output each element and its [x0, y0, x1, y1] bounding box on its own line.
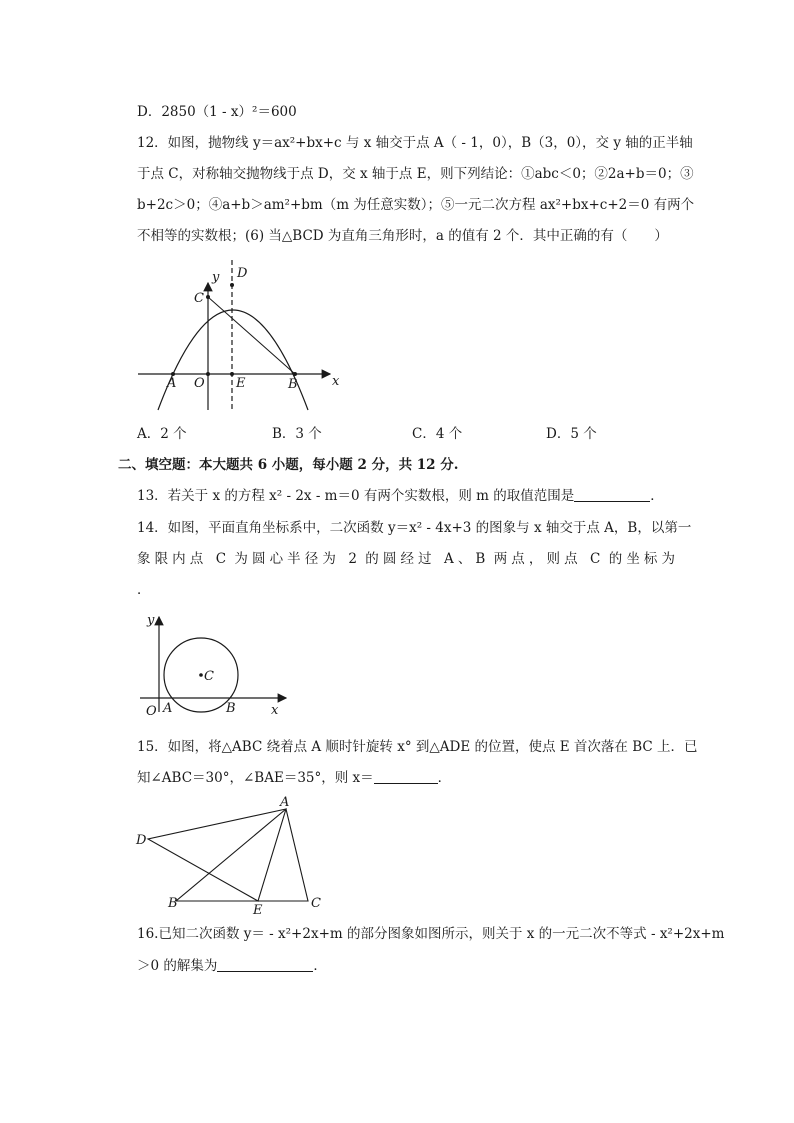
- q12-label-e: E: [236, 376, 246, 391]
- q15-label-d: D: [136, 833, 147, 848]
- q12-label-b: B: [288, 377, 298, 392]
- q16-line-2: [137, 956, 327, 976]
- q14-label-y: y: [147, 613, 155, 628]
- q12-label-a: A: [167, 376, 177, 391]
- q12-line-3: b+2c＞0；④a+b＞am²+bm（m 为任意实数）；⑤一元二次方程 ax²+bx+c+2＝0 有两个: [137, 197, 695, 213]
- q13-end: ．: [650, 488, 664, 504]
- q12-label-d: D: [237, 266, 248, 281]
- section-heading: 二、填空题：本大题共 6 小题，每小题 2 分，共 12 分.: [118, 457, 459, 473]
- q12-line-2: 于点 C，对称轴交抛物线于点 D，交 x 轴于点 E，则下列结论：①abc＜0；②2a+b＝0；③: [137, 166, 694, 182]
- q13-line: [137, 486, 664, 506]
- q12-point-o: [206, 372, 210, 376]
- q14-label-x: x: [271, 703, 279, 718]
- q14-line-3: ．: [137, 582, 151, 598]
- q15-triangle-ade: [148, 809, 286, 901]
- q14-label-c: C: [204, 669, 214, 684]
- q15-triangle-abc: [176, 809, 308, 901]
- q12-point-d: [230, 283, 234, 287]
- q15-label-e: E: [253, 903, 263, 918]
- q12-point-b: [293, 372, 297, 376]
- q15-answer-blank: [374, 769, 438, 784]
- q11-option-d: D．2850（1 - x）²＝600: [137, 104, 297, 120]
- q16-answer-blank: [217, 957, 313, 972]
- q12-label-x: x: [332, 374, 340, 389]
- q14-line-2: 象限内点 C 为圆心半径为 2 的圆经过 A、B 两点，则点 C 的坐标为: [137, 551, 675, 567]
- q12-option-a: A．2 个: [137, 426, 187, 442]
- q14-label-b: B: [226, 701, 236, 716]
- q14-label-o: O: [146, 704, 157, 719]
- q13-text: 13．若关于 x 的方程 x² - 2x - m＝0 有两个实数根，则 m 的取值范围是: [137, 488, 575, 504]
- q14-point-c: [199, 673, 203, 677]
- q14-circle-figure: [140, 612, 300, 722]
- q12-option-c: C．4 个: [412, 426, 463, 442]
- q12-point-e: [230, 372, 234, 376]
- q12-line-4: 不相等的实数根；(6) 当△BCD 为直角三角形时，a 的值有 2 个．其中正确的有（ ）: [137, 228, 668, 244]
- q15-label-c: C: [311, 896, 321, 911]
- q16-line-1: 16.已知二次函数 y＝ - x²+2x+m 的部分图象如图所示，则关于 x 的一元二次不等式 - x²+2x+m: [137, 926, 725, 942]
- q15-triangle-figure: [132, 795, 332, 920]
- q15-text: 知∠ABC＝30°，∠BAE＝35°，则 x＝: [137, 770, 374, 786]
- q14-line-1: 14．如图，平面直角坐标系中，二次函数 y＝x² - 4x+3 的图象与 x 轴交于点 A，B，以第一: [137, 520, 692, 536]
- q12-parabola: [158, 310, 308, 410]
- q12-option-d: D．5 个: [546, 426, 597, 442]
- q16-text: ＞0 的解集为: [137, 958, 218, 974]
- q12-option-b: B．3 个: [272, 426, 322, 442]
- q14-label-a: A: [163, 701, 173, 716]
- q15-end: ．: [437, 770, 452, 786]
- q12-label-c: C: [194, 291, 204, 306]
- q16-end: ．: [313, 958, 327, 974]
- q15-line-2: [137, 768, 451, 788]
- q12-label-y: y: [212, 270, 220, 285]
- q12-label-o: O: [194, 376, 205, 391]
- q13-answer-blank: [574, 487, 650, 502]
- q12-line-1: 12．如图，抛物线 y＝ax²+bx+c 与 x 轴交于点 A（ - 1，0），B（3，0），交 y 轴的正半轴: [137, 135, 693, 151]
- q12-point-c: [206, 295, 210, 299]
- q12-segment-cb: [208, 297, 295, 374]
- q15-line-1: 15．如图，将△ABC 绕着点 A 顺时针旋转 x° 到△ADE 的位置，使点 E 首次落在 BC 上．已: [137, 739, 698, 755]
- q12-parabola-figure: [130, 255, 350, 415]
- q15-label-a: A: [280, 795, 290, 810]
- q15-label-b: B: [168, 896, 178, 911]
